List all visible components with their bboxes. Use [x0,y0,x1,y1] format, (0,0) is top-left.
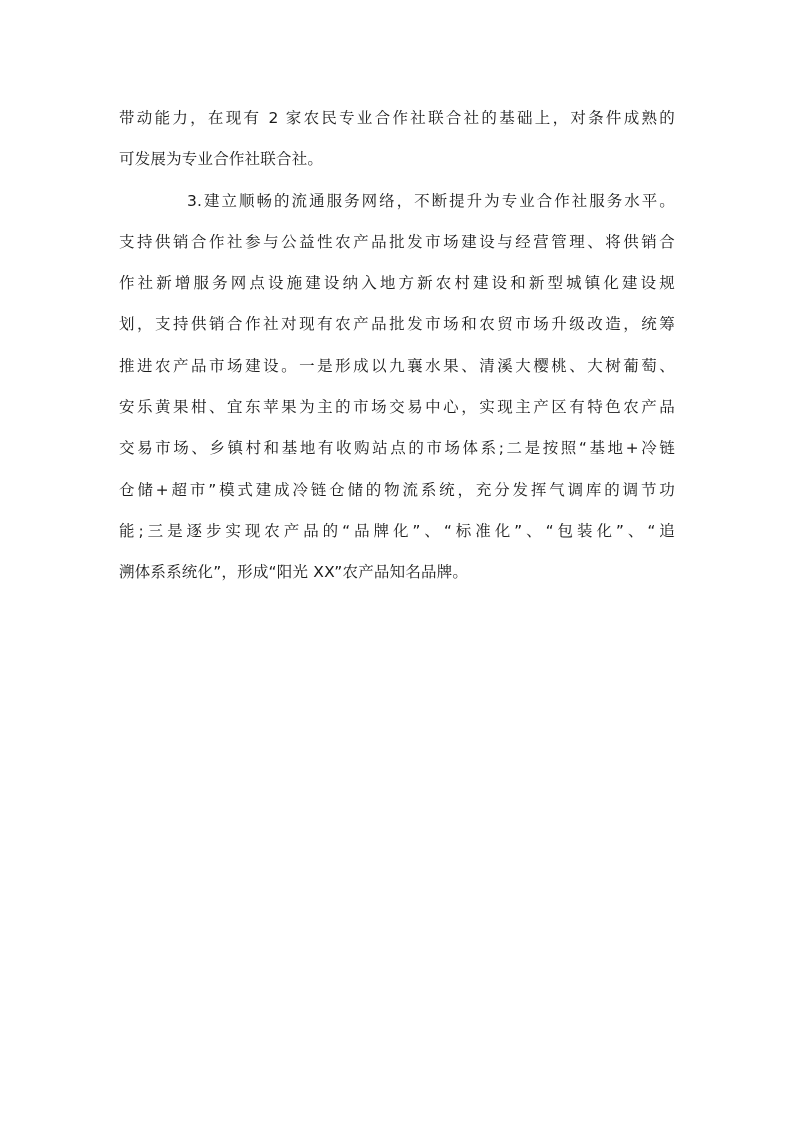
document-body [119,98,675,594]
text-line: 交易市场、乡镇村和基地有收购站点的市场体系;二是按照“基地+冷链 [119,439,675,458]
text-line: 安乐黄果柑、宜东苹果为主的市场交易中心，实现主产区有特色农产品 [119,398,675,417]
text-line: 带动能力，在现有 2 家农民专业合作社联合社的基础上，对条件成熟的 [119,109,675,127]
text-line: 推进农产品市场建设。一是形成以九襄水果、清溪大樱桃、大树葡萄、 [119,356,675,375]
text-line: 能;三是逐步实现农产品的“品牌化”、“标准化”、“包装化”、“追 [119,521,675,540]
text-line: 溯体系系统化”，形成“阳光 XX”农产品知名品牌。 [119,563,469,582]
text-line: 作社新增服务网点设施建设纳入地方新农村建设和新型城镇化建设规 [119,274,675,293]
text-line: 划，支持供销合作社对现有农产品批发市场和农贸市场升级改造，统筹 [119,315,675,334]
text-line: 仓储+超市”模式建成冷链仓储的物流系统，充分发挥气调库的调节功 [119,480,675,499]
section-heading-line: 3.建立顺畅的流通服务网络，不断提升为专业合作社服务水平。 [187,191,675,210]
text-line: 支持供销合作社参与公益性农产品批发市场建设与经营管理、将供销合 [119,232,675,251]
text-line: 可发展为专业合作社联合社。 [119,150,324,169]
